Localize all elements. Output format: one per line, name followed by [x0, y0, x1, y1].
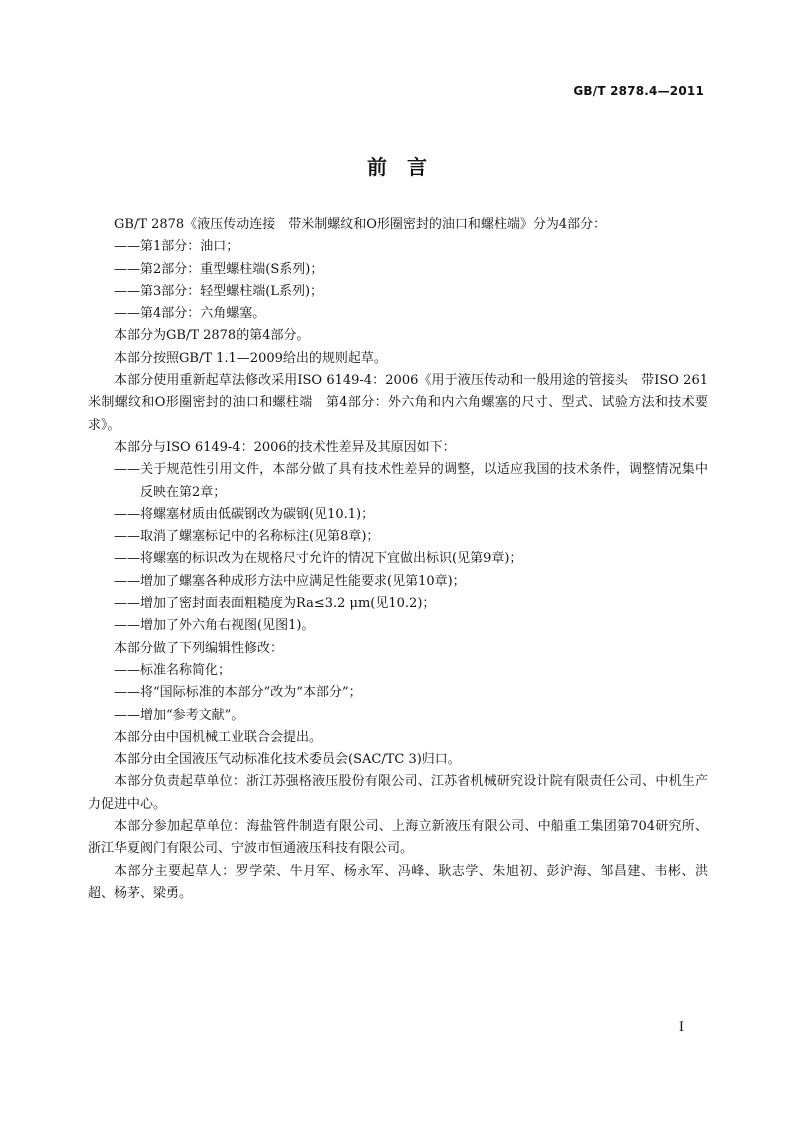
list-item-editorial: ——标准名称简化；	[114, 662, 232, 678]
list-item-difference: ——取消了螺塞标记中的名称标注(见第8章)；	[114, 529, 380, 545]
list-item-editorial: ——将“国际标准的本部分”改为“本部分”；	[114, 685, 362, 701]
paragraph-part-statement: 本部分为GB/T 2878的第4部分。	[114, 328, 310, 344]
list-item-part3: ——第3部分：轻型螺柱端(L系列)；	[114, 283, 324, 299]
list-item-difference: ——增加了螺塞各种成形方法中应满足性能要求(见第10章)；	[114, 573, 466, 589]
standard-number: GB/T 2878.4—2011	[573, 84, 704, 98]
list-item-difference: ——将螺塞材质由低碳钢改为碳钢(见10.1)；	[114, 506, 375, 522]
list-item-difference: ——增加了外六角右视图(见图1)。	[114, 618, 315, 634]
paragraph-iso-adoption: 本部分使用重新起草法修改采用ISO 6149-4：2006《用于液压传动和一般用途的管接头 带ISO 261米制螺纹和O形圈密封的油口和螺柱端 第4部分：外六角和内六角螺塞的尺寸、型式、试验方法和技术要求》。	[88, 373, 708, 433]
page-number: I	[678, 1020, 684, 1035]
paragraph-main-drafters: 本部分主要起草人：罗学荣、牛月军、杨永军、冯峰、耿志学、朱旭初、彭沪海、邹昌建、韦彬、洪超、杨茅、梁勇。	[88, 863, 708, 901]
list-item-part1: ——第1部分：油口；	[114, 239, 240, 255]
page-title: 前 言	[367, 155, 427, 179]
list-item-part4: ——第4部分：六角螺塞。	[114, 306, 266, 322]
paragraph-responsible-drafters: 本部分负责起草单位：浙江苏强格液压股份有限公司、江苏省机械研究设计院有限责任公司、中机生产力促进中心。	[88, 774, 708, 812]
paragraph-intro: GB/T 2878《液压传动连接 带米制螺纹和O形圈密封的油口和螺柱端》分为4部分：	[114, 217, 607, 232]
list-item-editorial: ——增加“参考文献”。	[114, 707, 245, 723]
paragraph-technical-differences: 本部分与ISO 6149-4：2006的技术性差异及其原因如下：	[114, 439, 456, 455]
list-item-difference: ——增加了密封面表面粗糙度为Ra≤3.2 μm(见10.2)；	[114, 596, 436, 612]
list-item-difference: ——将螺塞的标识改为在规格尺寸允许的情况下宜做出标识(见第9章)；	[114, 551, 523, 567]
paragraph-drafting-rules: 本部分按照GB/T 1.1—2009给出的规则起草。	[114, 350, 387, 366]
paragraph-participating-drafters: 本部分参加起草单位：海盐管件制造有限公司、上海立新液压有限公司、中船重工集团第704研究所、浙江华夏阀门有限公司、宁波市恒通液压科技有限公司。	[88, 819, 708, 857]
list-item-part2: ——第2部分：重型螺柱端(S系列)；	[114, 261, 324, 277]
foreword-body	[88, 214, 708, 905]
list-item-difference: ——关于规范性引用文件，本部分做了具有技术性差异的调整，以适应我国的技术条件，调整情况集中反映在第2章；	[114, 462, 708, 500]
paragraph-under-jurisdiction: 本部分由全国液压气动标准化技术委员会(SAC/TC 3)归口。	[114, 752, 461, 768]
paragraph-proposed-by: 本部分由中国机械工业联合会提出。	[114, 729, 323, 745]
paragraph-editorial-changes: 本部分做了下列编辑性修改：	[114, 640, 284, 656]
